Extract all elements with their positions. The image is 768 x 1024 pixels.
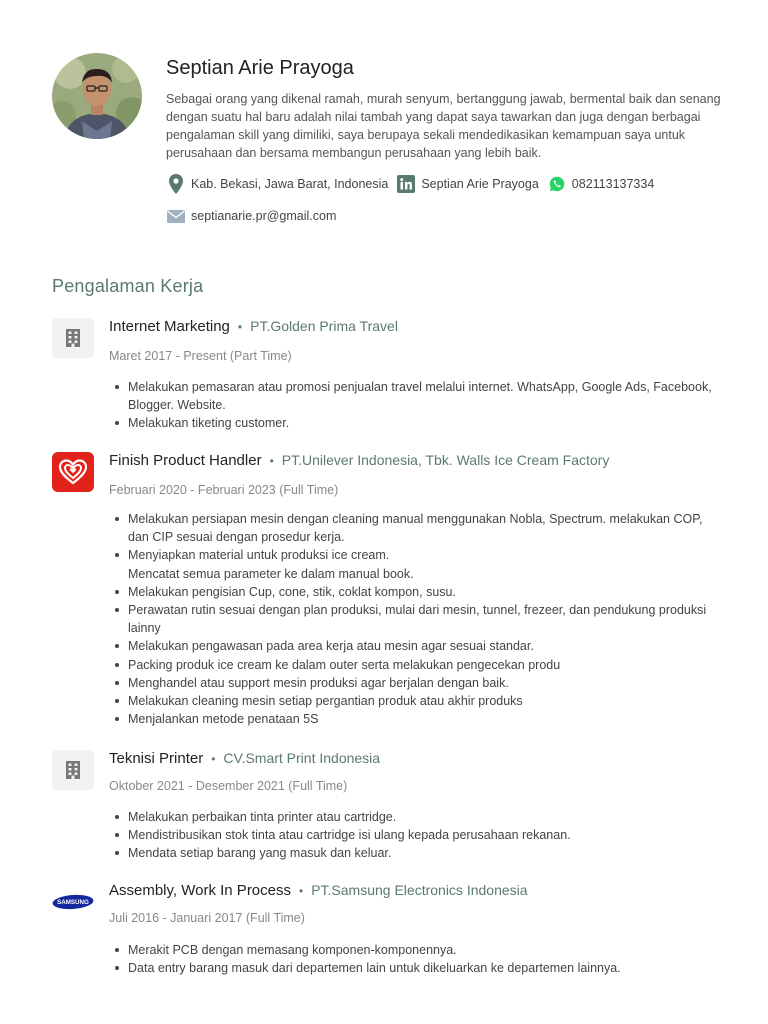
whatsapp-contact[interactable]: [547, 174, 655, 194]
building-icon: [52, 750, 94, 790]
job-bullets: [109, 941, 721, 977]
profile-summary: Sebagai orang yang dikenal ramah, murah senyum, bertanggung jawab, bermental baik dan senang dengan suatu hal baru adalah nilai tambah yang dapat saya tawarkan dan juga dengan berbagai pengalaman skill yang dimiliki, saya berupaya sekali mendedikasikan kemampuan saya untuk perusahaan dan bersama membangun perusahaan yang lebih baik.: [166, 92, 721, 160]
bullet-item: Menghandel atau support mesin produksi agar berjalan dengan baik.: [109, 674, 721, 692]
separator: •: [237, 320, 243, 334]
bullet-item: Merakit PCB dengan memasang komponen-komponennya.: [109, 941, 721, 959]
separator: •: [211, 752, 216, 766]
job-title: Finish Product Handler: [109, 452, 262, 469]
job-bullets: [109, 378, 721, 433]
bullet-item: Melakukan cleaning mesin setiap pergantian produk atau akhir produks: [109, 692, 721, 710]
linkedin-text: Septian Arie Prayoga: [421, 177, 539, 191]
bullet-item: Data entry barang masuk dari departemen lain untuk dikeluarkan ke departemen lainnya.: [109, 959, 721, 977]
contact-row: [166, 174, 662, 194]
separator: •: [269, 454, 274, 468]
bullet-item: Melakukan pengisian Cup, cone, stik, coklat kompon, susu.: [109, 583, 721, 601]
section-title: Pengalaman Kerja: [52, 276, 204, 296]
separator: •: [299, 884, 304, 898]
building-icon: [52, 318, 94, 358]
bullet-item: [109, 546, 721, 582]
bullet-item: Mendistribusikan stok tinta atau cartridge isi ulang kepada perusahaan rekanan.: [109, 826, 721, 844]
bullet-item: Packing produk ice cream ke dalam outer serta melakukan pengecekan produ: [109, 656, 721, 674]
bullet-item: Melakukan tiketing customer.: [109, 414, 721, 432]
bullet-text: Mencatat semua parameter ke dalam manual book.: [128, 566, 414, 581]
job-title: Internet Marketing: [109, 318, 230, 335]
linkedin-icon: [396, 174, 416, 194]
job-heading: [109, 750, 380, 767]
job-title: Teknisi Printer: [109, 750, 204, 767]
email-text: septianarie.pr@gmail.com: [191, 209, 337, 223]
company-name: PT.Samsung Electronics Indonesia: [311, 882, 528, 898]
bullet-item: Melakukan pengawasan pada area kerja atau mesin agar sesuai standar.: [109, 637, 721, 655]
location-text: Kab. Bekasi, Jawa Barat, Indonesia: [191, 177, 389, 191]
email-link[interactable]: [166, 206, 336, 226]
company-name: PT.Golden Prima Travel: [250, 318, 398, 334]
samsung-logo-text: SAMSUNG: [57, 899, 89, 907]
whatsapp-icon: [547, 174, 567, 194]
job-period: Februari 2020 - Februari 2023 (Full Time): [109, 483, 339, 497]
contact-row: [166, 206, 344, 226]
bullet-item: Mendata setiap barang yang masuk dan keluar.: [109, 844, 721, 862]
bullet-text: Menyiapkan material untuk produksi ice cream.: [128, 548, 390, 563]
bullet-item: Melakukan persiapan mesin dengan cleaning manual menggunakan Nobla, Spectrum. melakukan COP, dan CIP sesuai dengan prosedur kerja.: [109, 510, 721, 546]
company-name: CV.Smart Print Indonesia: [223, 750, 381, 766]
job-heading: [109, 452, 609, 469]
location: [166, 174, 388, 194]
job-bullets: [109, 510, 721, 728]
job-bullets: [109, 808, 721, 863]
linkedin-link[interactable]: [396, 174, 538, 194]
bullet-item: Menjalankan metode penataan 5S: [109, 710, 721, 728]
bullet-item: Melakukan perbaikan tinta printer atau cartridge.: [109, 808, 721, 826]
candidate-name: Septian Arie Prayoga: [166, 57, 354, 79]
location-pin-icon: [166, 174, 186, 194]
mail-icon: [166, 206, 186, 226]
job-heading: [109, 882, 528, 899]
whatsapp-number: 082113137334: [571, 177, 655, 191]
job-period: Oktober 2021 - Desember 2021 (Full Time): [109, 779, 348, 793]
job-heading: [109, 318, 398, 335]
job-period: Juli 2016 - Januari 2017 (Full Time): [109, 911, 305, 925]
samsung-logo: [52, 882, 94, 922]
company-name: PT.Unilever Indonesia, Tbk. Walls Ice Cream Factory: [281, 452, 610, 468]
walls-heart-logo: [52, 452, 94, 492]
job-period: Maret 2017 - Present (Part Time): [109, 349, 292, 363]
bullet-item: Perawatan rutin sesuai dengan plan produksi, mulai dari mesin, tunnel, frezeer, dan pendukung produksi lainny: [109, 601, 721, 637]
job-title: Assembly, Work In Process: [109, 882, 291, 899]
bullet-item: Melakukan pemasaran atau promosi penjualan travel melalui internet. WhatsApp, Google Ads, Facebook, Blogger. Website.: [109, 378, 721, 414]
profile-photo: [52, 53, 142, 139]
